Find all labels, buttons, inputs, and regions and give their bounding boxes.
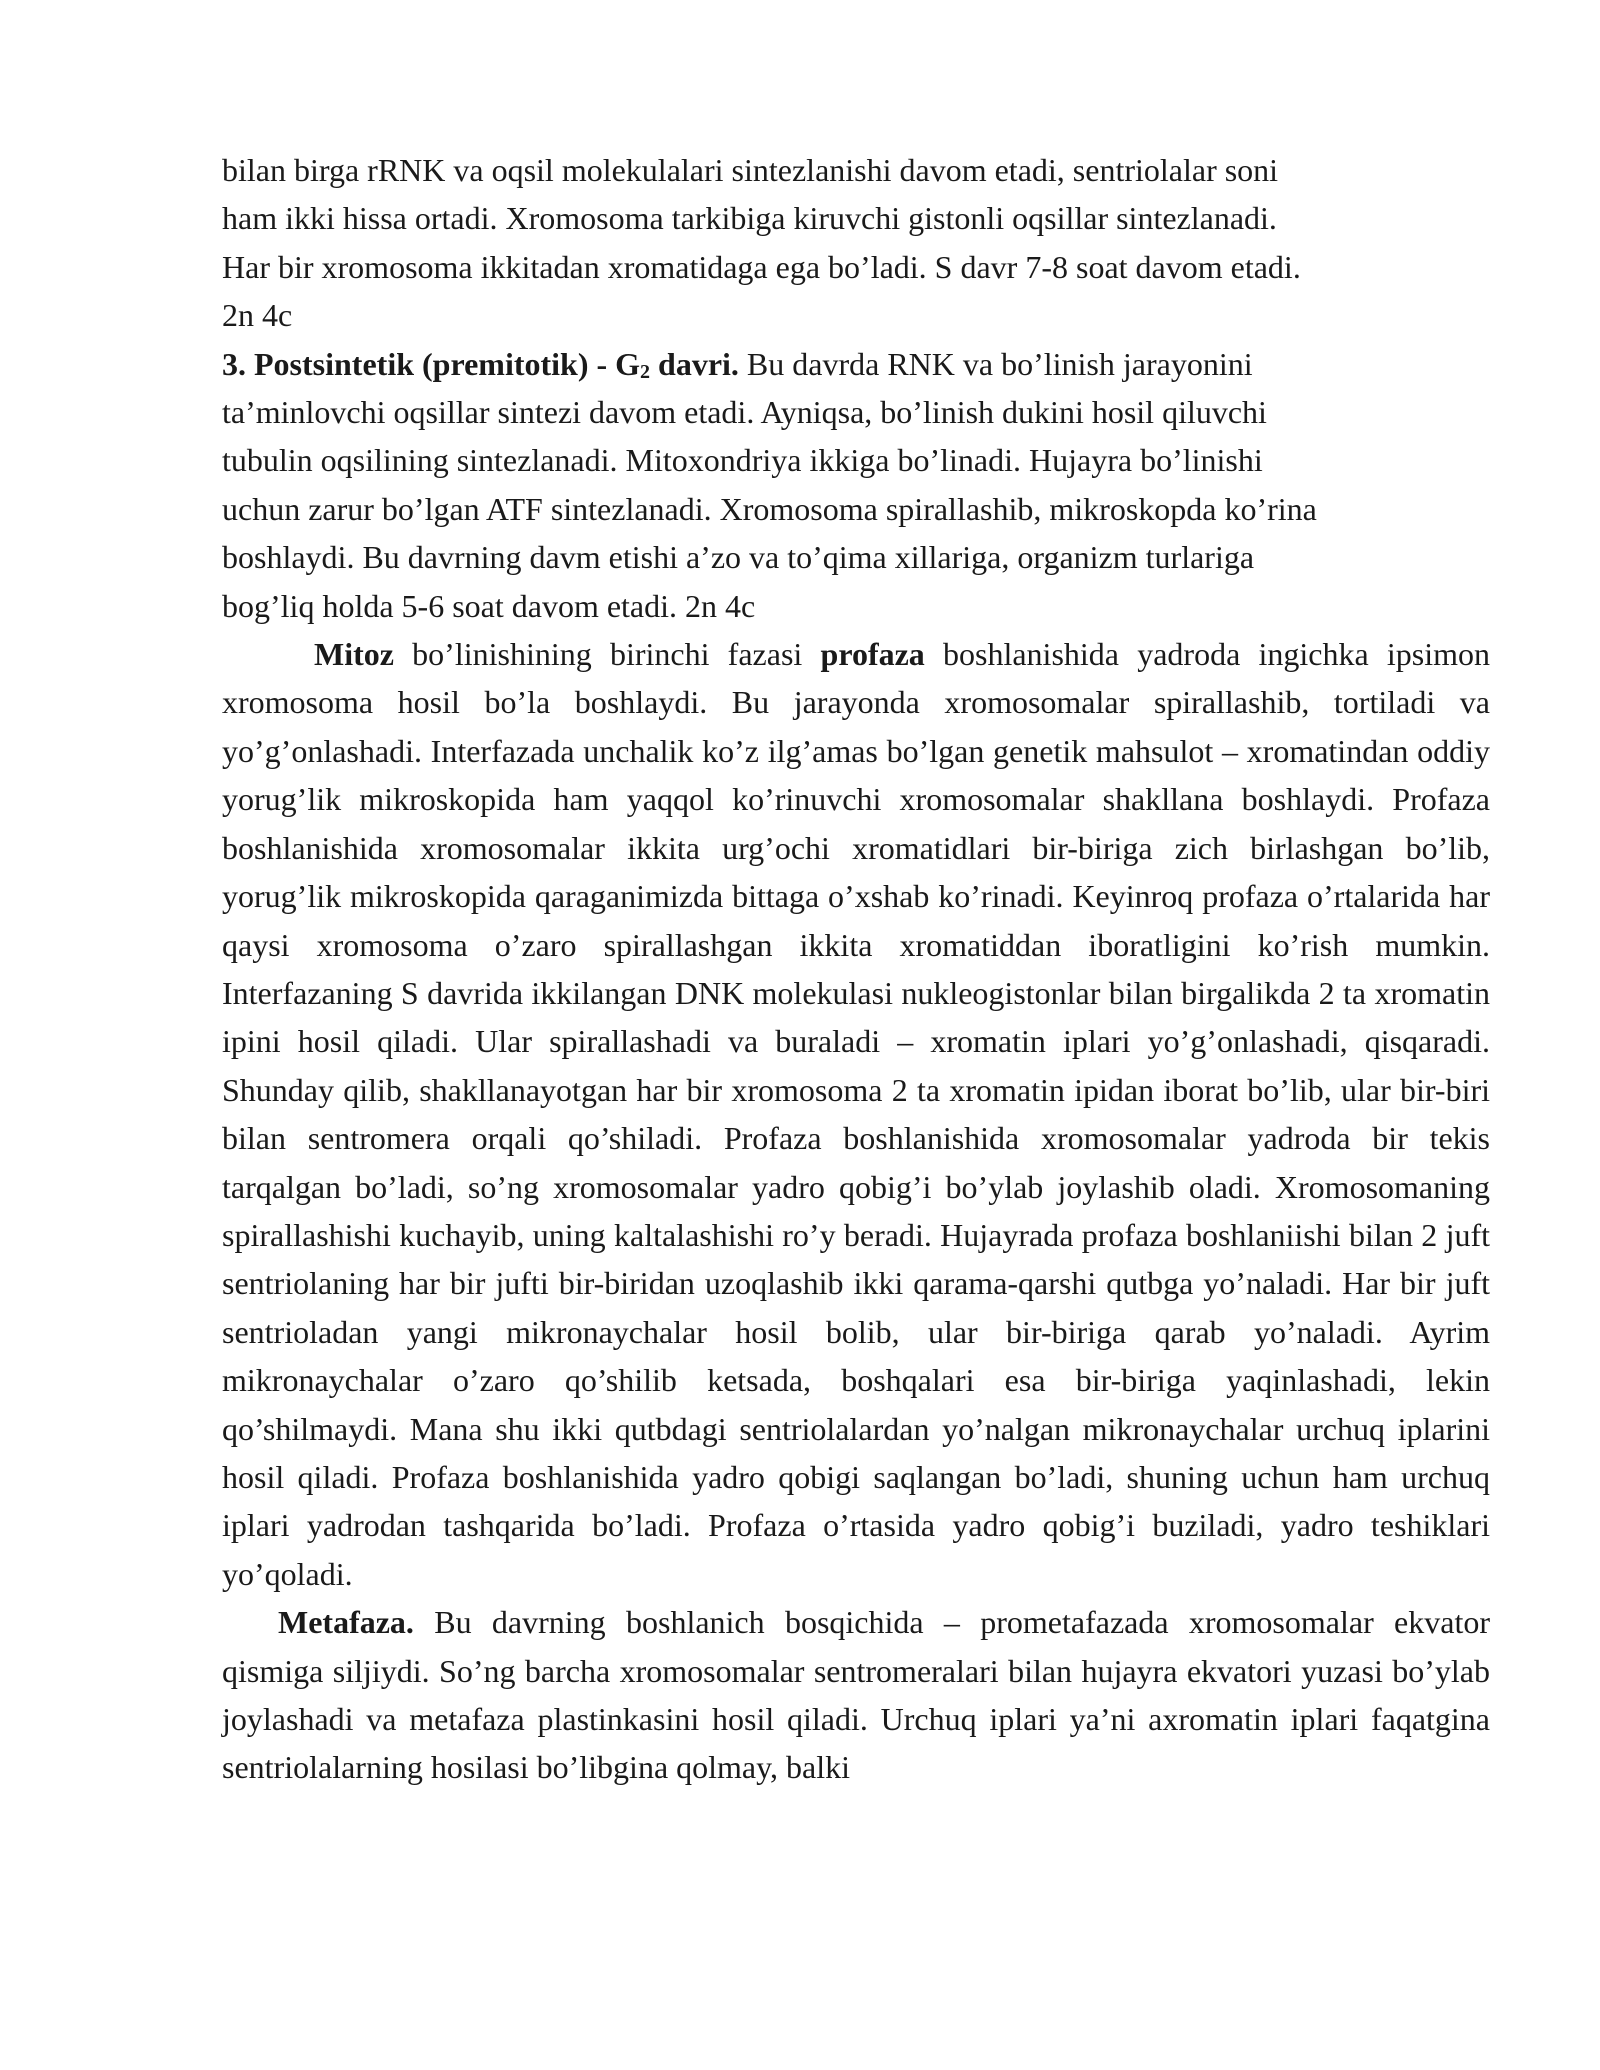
g2-paragraph: [222, 340, 1490, 630]
intro-line: bilan birga rRNK va oqsil molekulalari sintezlanishi davom etadi, sentriolalar soni: [222, 152, 1279, 188]
g2-heading-post: davri.: [650, 345, 739, 382]
g2-line: bog’liq holda 5-6 soat davom etadi. 2n 4c: [222, 587, 756, 624]
g2-first-line: [222, 340, 1490, 388]
intro-line: 2n 4c: [222, 297, 293, 334]
g2-heading: [222, 346, 739, 382]
intro-line: ham ikki hissa ortadi. Xromosoma tarkibiga kiruvchi gistonli oqsillar sintezlanadi.: [222, 200, 1277, 237]
metafaza-text: Bu davrning boshlanich bosqichida – prometafazada xromosomalar ekvator qismiga siljiydi. So’ng barcha xromosomalar sentromeralari bilan hujayra ekvatori yuzasi bo’ylab joylashadi va metafaza plastinkasini hosil qiladi. Urchuq iplari ya’ni axromatin iplari faqatgina sentriolalarning hosilasi bo’libgina qolmay, balki: [222, 1604, 1490, 1786]
mitoz-text-1: bo’linishining birinchi fazasi: [393, 636, 821, 673]
metafaza-paragraph: [222, 1598, 1490, 1792]
profaza-term: profaza: [820, 636, 925, 673]
mitoz-term: Mitoz: [314, 636, 394, 673]
g2-line: ta’minlovchi oqsillar sintezi davom etadi. Ayniqsa, bo’linish dukini hosil qiluvchi: [222, 394, 1267, 431]
metafaza-term: Metafaza.: [278, 1604, 414, 1641]
g2-line: boshlaydi. Bu davrning davm etishi a’zo va to’qima xillariga, organizm turlariga: [222, 539, 1255, 576]
g2-first-line-text: Bu davrda RNK va bo’linish jarayonini: [738, 345, 1253, 382]
g2-heading-subscript: 2: [640, 360, 651, 383]
g2-line: uchun zarur bo’lgan ATF sintezlanadi. Xromosoma spirallashib, mikroskopda ko’rina: [222, 490, 1317, 527]
g2-line: tubulin oqsilining sintezlanadi. Mitoxondriya ikkiga bo’linadi. Hujayra bo’linishi: [222, 442, 1263, 479]
intro-line: Har bir xromosoma ikkitadan xromatidaga ega bo’ladi. S davr 7-8 soat davom etadi.: [222, 248, 1301, 285]
g2-heading-pre: 3. Postsintetik (premitotik) - G: [222, 345, 641, 382]
mitoz-paragraph: [222, 630, 1490, 1598]
mitoz-text-2: boshlanishida yadroda ingichka ipsimon xromosoma hosil bo’la boshlaydi. Bu jarayonda xromosomalar spirallashib, tortiladi va yo’g’onlashadi. Interfazada unchalik ko’z ilg’amas bo’lgan genetik mahsulot – xromatindan oddiy yorug’lik mikroskopida ham yaqqol ko’rinuvchi xromosomalar shakllana boshlaydi. Profaza boshlanishida xromosomalar ikkita urg’ochi xromatidlari bir-biriga zich birlashgan bo’lib, yorug’lik mikroskopida qaraganimizda bittaga o’xshab ko’rinadi. Keyinroq profaza o’rtalarida har qaysi xromosoma o’zaro spirallashgan ikkita xromatiddan iboratligini ko’rish mumkin. Interfazaning S davrida ikkilangan DNK molekulasi nukleogistonlar bilan birgalikda 2 ta xromatin ipini hosil qiladi. Ular spirallashadi va buraladi – xromatin iplari yo’g’onlashadi, qisqaradi. Shunday qilib, shakllanayotgan har bir xromosoma 2 ta xromatin ipidan iborat bo’lib, ular bir-biri bilan sentromera orqali qo’shiladi. Profaza boshlanishida xromosomalar yadroda bir tekis tarqalgan bo’ladi, so’ng xromosomalar yadro qobig’i bo’ylab joylashib oladi. Xromosomaning spirallashishi kuchayib, uning kaltalashishi ro’y beradi. Hujayrada profaza boshlaniishi bilan 2 juft sentriolaning har bir jufti bir-biridan uzoqlashib ikki qarama-qarshi qutbga yo’naladi. Har bir juft sentrioladan yangi mikronaychalar hosil bolib, ular bir-biriga qarab yo’naladi. Ayrim mikronaychalar o’zaro qo’shilib ketsada, boshqalari esa bir-biriga yaqinlashadi, lekin qo’shilmaydi. Mana shu ikki qutbdagi sentriolalardan yo’nalgan mikronaychalar urchuq iplarini hosil qiladi. Profaza boshlanishida yadro qobigi saqlangan bo’ladi, shuning uchun ham urchuq iplari yadrodan tashqarida bo’ladi. Profaza o’rtasida yadro qobig’i buziladi, yadro teshiklari yo’qoladi.: [222, 636, 1491, 1592]
intro-paragraph: [222, 146, 1490, 340]
